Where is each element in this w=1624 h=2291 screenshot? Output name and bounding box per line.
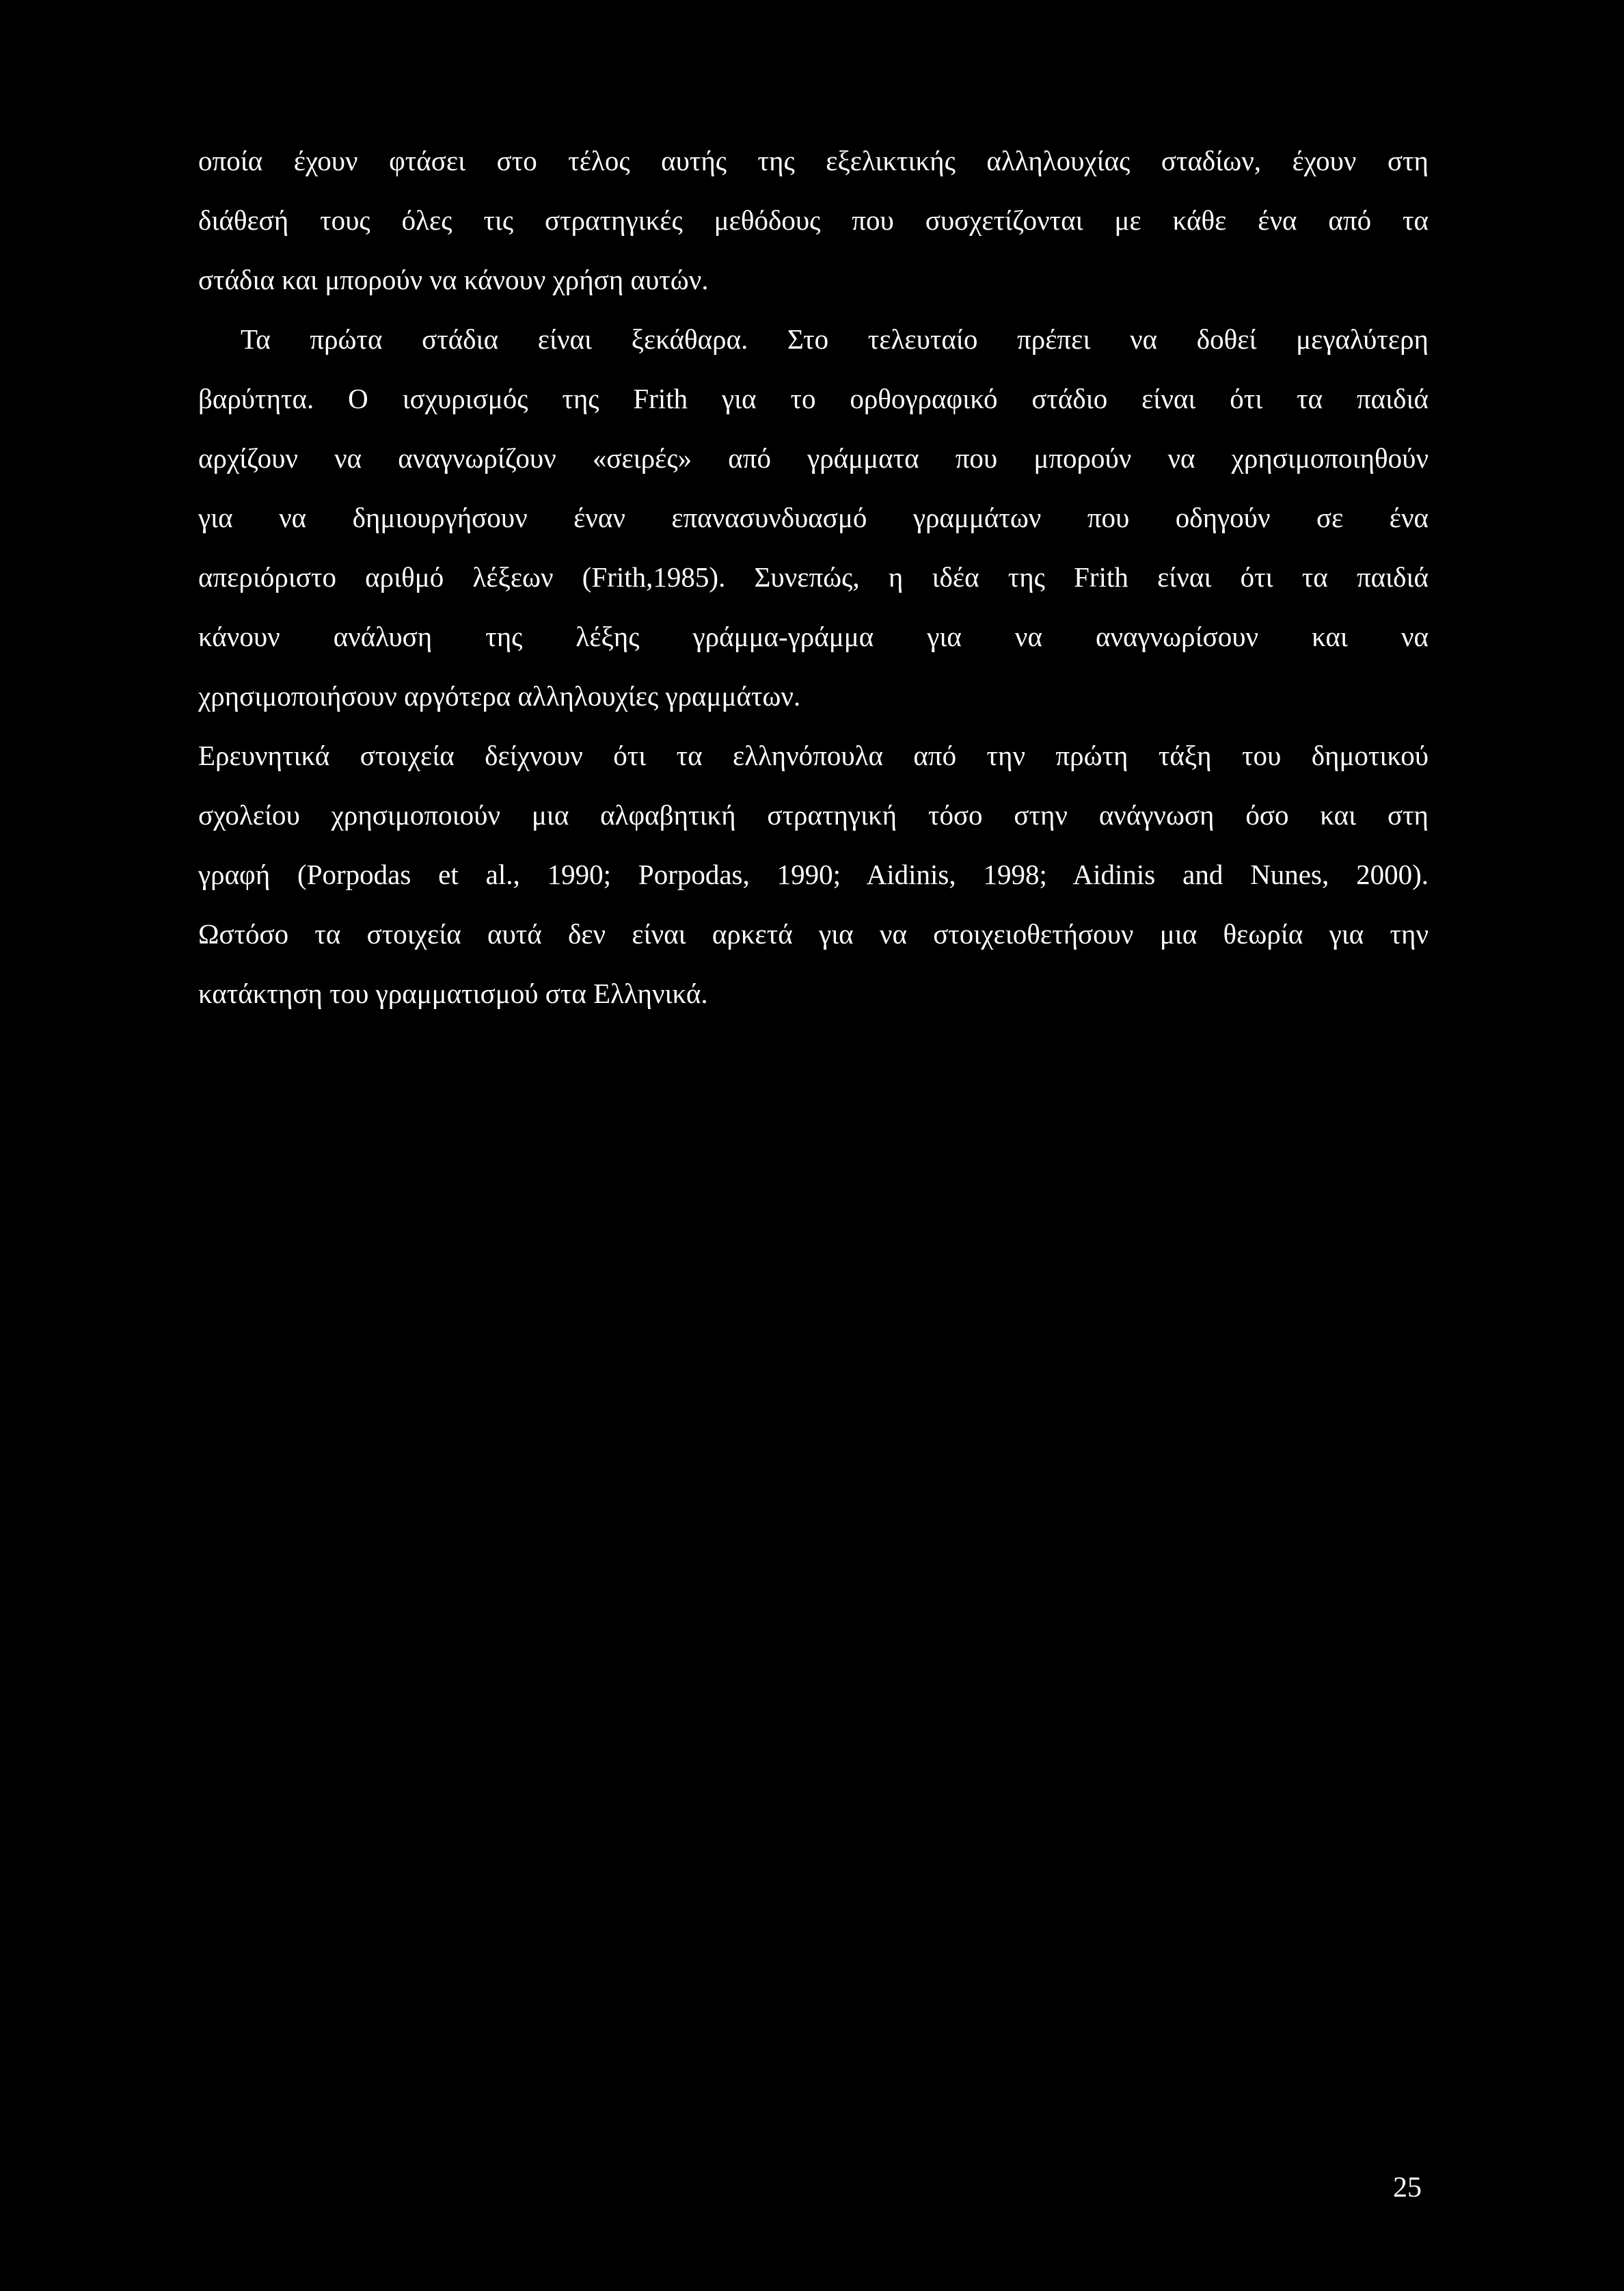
text-line: βαρύτητα. Ο ισχυρισμός της Frith για το ορθογραφικό στάδιο είναι ότι τα παιδιά	[198, 383, 1429, 414]
text-line: γραφή (Porpodas et al., 1990; Porpodas, 1990; Aidinis, 1998; Aidinis and Nunes, 2000).	[198, 859, 1429, 890]
text-line: χρησιμοποιήσουν αργότερα αλληλουχίες γραμμάτων.	[198, 680, 801, 712]
text-line: οποία έχουν φτάσει στο τέλος αυτής της εξελικτικής αλληλουχίας σταδίων, έχουν στη	[198, 145, 1429, 176]
page-number: 25	[1393, 2172, 1422, 2203]
text-line: κατάκτηση του γραμματισμού στα Ελληνικά.	[198, 978, 708, 1009]
text-line: αρχίζουν να αναγνωρίζουν «σειρές» από γράμματα που μπορούν να χρησιμοποιηθούν	[198, 442, 1429, 474]
text-line: για να δημιουργήσουν έναν επανασυνδυασμό γραμμάτων που οδηγούν σε ένα	[198, 502, 1429, 533]
text-line: σχολείου χρησιμοποιούν μια αλφαβητική στρατηγική τόσο στην ανάγνωση όσο και στη	[198, 799, 1429, 831]
text-line: διάθεσή τους όλες τις στρατηγικές μεθόδους που συσχετίζονται με κάθε ένα από τα	[198, 204, 1429, 236]
text-line: Ωστόσο τα στοιχεία αυτά δεν είναι αρκετά για να στοιχειοθετήσουν μια θεωρία για την	[198, 918, 1429, 950]
text-line: Τα πρώτα στάδια είναι ξεκάθαρα. Στο τελευταίο πρέπει να δοθεί μεγαλύτερη	[241, 323, 1429, 355]
text-line: κάνουν ανάλυση της λέξης γράμμα-γράμμα για να αναγνωρίσουν και να	[198, 621, 1429, 652]
text-line: στάδια και μπορούν να κάνουν χρήση αυτών.	[198, 264, 709, 295]
text-line: Ερευνητικά στοιχεία δείχνουν ότι τα ελληνόπουλα από την πρώτη τάξη του δημοτικού	[198, 740, 1429, 771]
text-line: απεριόριστο αριθμό λέξεων (Frith,1985). Συνεπώς, η ιδέα της Frith είναι ότι τα παιδιά	[198, 561, 1429, 593]
